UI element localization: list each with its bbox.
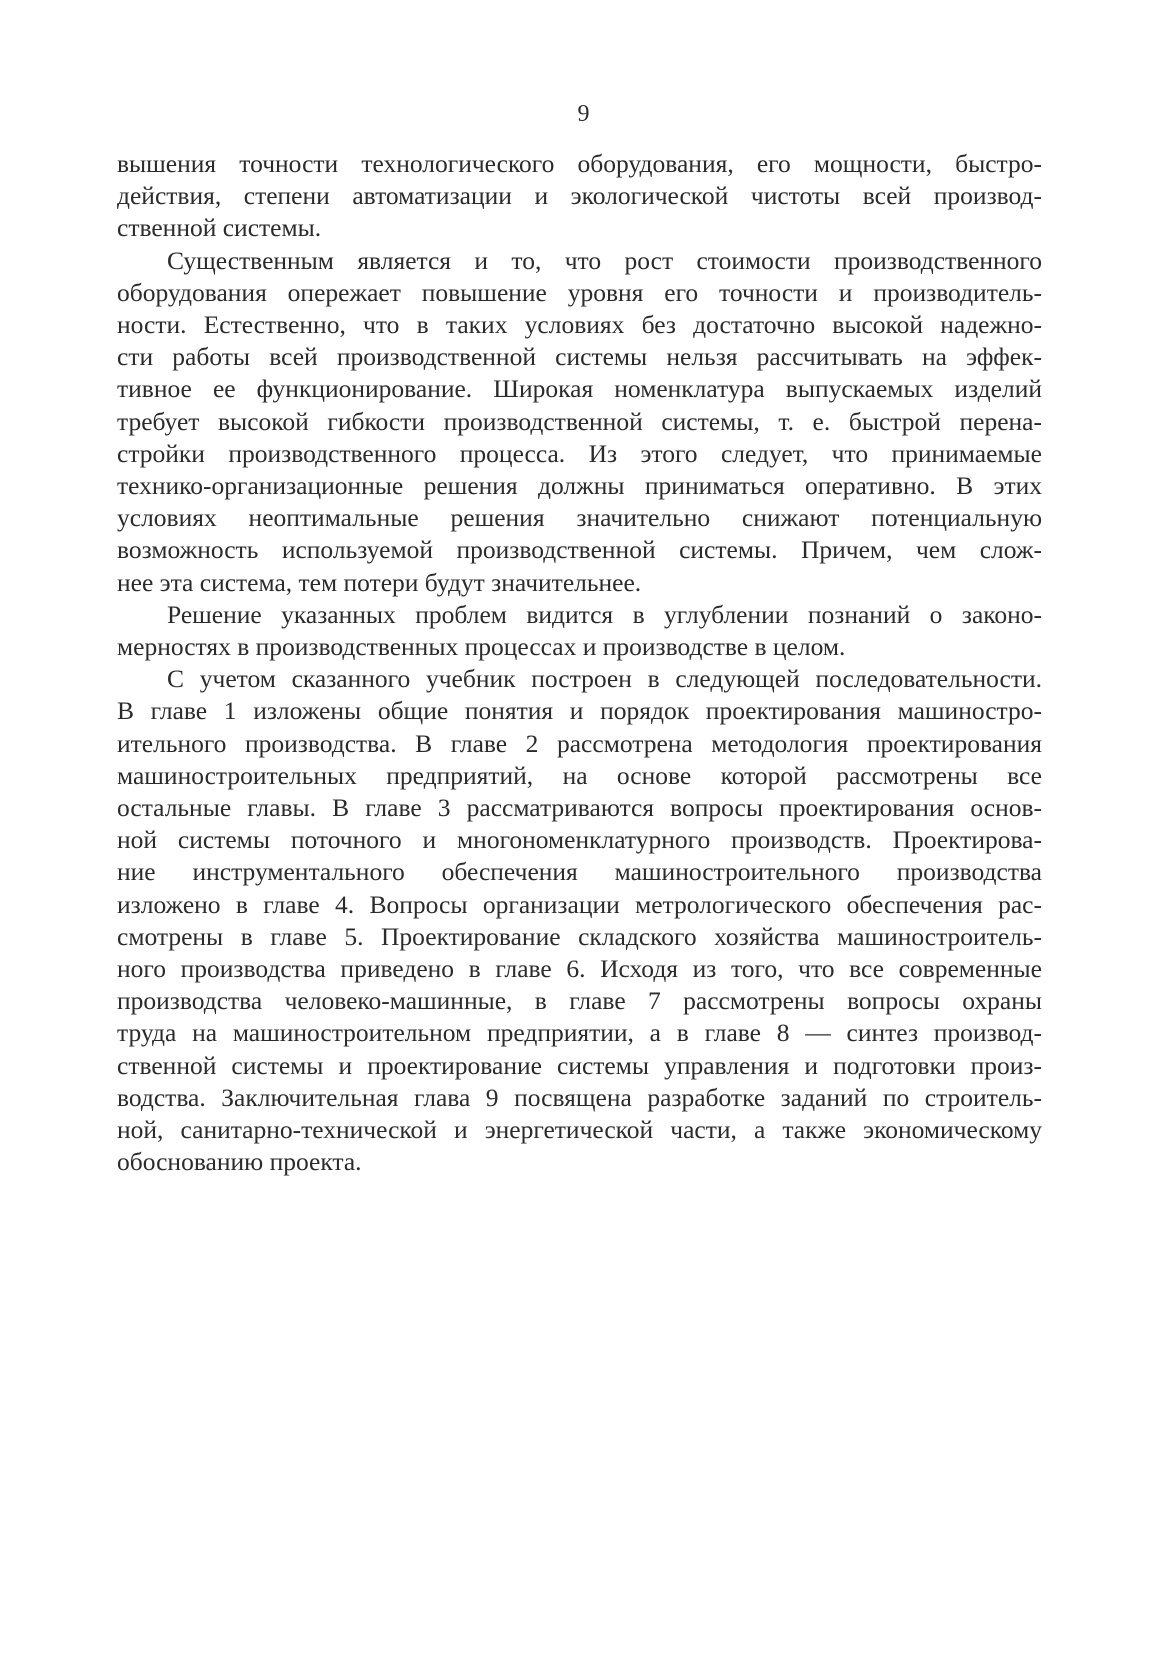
text-line: требует высокой гибкости производственной системы, т. е. быстрой перена- xyxy=(117,406,1042,436)
text-line: тивное ее функционирование. Широкая номенклатура выпускаемых изделий xyxy=(117,374,1042,404)
text-line: труда на машиностроительном предприятии, а в главе 8 — синтез производ- xyxy=(117,1018,1042,1048)
text-line: Существенным является и то, что рост стоимости производственного xyxy=(167,245,1042,275)
text-line: ние инструментального обеспечения машиностроительного производства xyxy=(117,857,1042,887)
text-line: Решение указанных проблем видится в углублении познаний о законо- xyxy=(167,599,1042,629)
paragraph-3 xyxy=(117,599,1042,663)
text-line: стройки производственного процесса. Из этого следует, что принимаемые xyxy=(117,438,1042,468)
text-line: водства. Заключительная глава 9 посвящена разработке заданий по строитель- xyxy=(117,1082,1042,1112)
text-line: В главе 1 изложены общие понятия и порядок проектирования машиностро- xyxy=(117,696,1042,726)
text-line: возможность используемой производственной системы. Причем, чем слож- xyxy=(117,535,1042,565)
text-line: С учетом сказанного учебник построен в следующей последовательности. xyxy=(167,664,1042,694)
text-line: ной, санитарно-технической и энергетической части, а также экономическому xyxy=(117,1115,1042,1145)
text-line: ительного производства. В главе 2 рассмотрена методология проектирования xyxy=(117,728,1042,758)
page-number: 9 xyxy=(577,101,590,127)
text-line: действия, степени автоматизации и экологической чистоты всей производ- xyxy=(117,181,1042,211)
text-line: технико-организационные решения должны приниматься оперативно. В этих xyxy=(117,471,1042,501)
paragraph-1 xyxy=(117,148,1042,245)
text-line: ственной системы и проектирование системы управления и подготовки произ- xyxy=(117,1050,1042,1080)
text-line: обоснованию проекта. xyxy=(117,1147,362,1177)
body-text xyxy=(117,148,1042,1179)
text-line: остальные главы. В главе 3 рассматриваются вопросы проектирования основ- xyxy=(117,793,1042,823)
text-line: изложено в главе 4. Вопросы организации метрологического обеспечения рас- xyxy=(117,889,1042,919)
text-line: сти работы всей производственной системы нельзя рассчитывать на эффек- xyxy=(117,342,1042,372)
text-line: ного производства приведено в главе 6. Исходя из того, что все современные xyxy=(117,954,1042,984)
text-line: машиностроительных предприятий, на основе которой рассмотрены все xyxy=(117,760,1042,790)
text-line: нее эта система, тем потери будут значительнее. xyxy=(117,567,642,597)
paragraph-4 xyxy=(117,663,1042,1178)
text-line: оборудования опережает повышение уровня его точности и производитель- xyxy=(117,277,1042,307)
text-line: мерностях в производственных процессах и производстве в целом. xyxy=(117,632,846,662)
text-line: условиях неоптимальные решения значительно снижают потенциальную xyxy=(117,503,1042,533)
text-line: смотрены в главе 5. Проектирование складского хозяйства машиностроитель- xyxy=(117,921,1042,951)
text-line: производства человеко-машинные, в главе 7 рассмотрены вопросы охраны xyxy=(117,986,1042,1016)
text-line: вышения точности технологического оборудования, его мощности, быстро- xyxy=(117,149,1042,178)
paragraph-2 xyxy=(117,245,1042,599)
text-line: ности. Естественно, что в таких условиях без достаточно высокой надежно- xyxy=(117,310,1042,340)
text-line: ственной системы. xyxy=(117,213,322,243)
text-line: ной системы поточного и многономенклатурного производств. Проектирова- xyxy=(117,825,1042,855)
